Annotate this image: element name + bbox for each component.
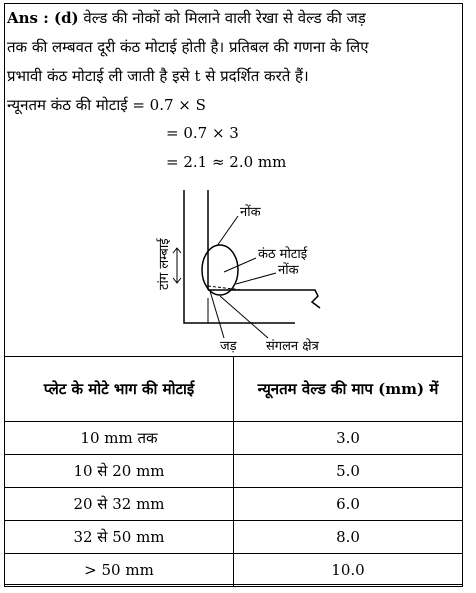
leader-toe-side — [236, 273, 276, 284]
horizontal-plate-top — [208, 290, 320, 308]
calc-line-3: = 2.1 ≈ 2.0 mm — [166, 153, 287, 171]
cell-weld-size: 8.0 — [234, 521, 463, 554]
fillet-triangle — [208, 246, 252, 290]
header-plate-thickness: प्लेट के मोटे भाग की मोटाई — [5, 357, 234, 422]
cell-weld-size: 6.0 — [234, 488, 463, 521]
answer-line-1 — [7, 8, 366, 28]
label-toe-top: नोंक — [240, 205, 261, 220]
leader-toe-top — [217, 216, 238, 246]
label-throat: कंठ मोटाई — [258, 247, 308, 262]
calc-line-1: न्यूनतम कंठ की मोटाई = 0.7 × S — [7, 96, 206, 114]
leader-fusion — [220, 296, 268, 338]
cell-thickness: > 50 mm — [5, 554, 234, 587]
cell-thickness: 10 से 20 mm — [5, 455, 234, 488]
answer-prefix: Ans : (d) — [7, 9, 79, 27]
label-leg-length: टांग लम्बाई — [157, 238, 172, 290]
table-row — [5, 455, 463, 488]
header-min-weld-size: न्यूनतम वेल्ड की माप (mm) में — [234, 357, 463, 422]
weld-size-table — [4, 356, 463, 587]
table-row — [5, 488, 463, 521]
answer-line-2: तक की लम्बवत दूरी कंठ मोटाई होती है। प्रतिबल की गणना के लिए — [7, 38, 369, 56]
cell-weld-size: 5.0 — [234, 455, 463, 488]
answer-text-1: वेल्ड की नोकों को मिलाने वाली रेखा से वेल्ड की जड़ — [78, 9, 366, 27]
table-row — [5, 521, 463, 554]
leader-throat — [224, 258, 256, 272]
answer-line-3: प्रभावी कंठ मोटाई ली जाती है इसे t से प्रदर्शित करते हैं। — [7, 67, 309, 85]
label-fusion-zone: संगलन क्षेत्र — [266, 339, 319, 354]
cell-weld-size: 10.0 — [234, 554, 463, 587]
calc-line-2: = 0.7 × 3 — [166, 124, 239, 142]
cell-thickness: 20 से 32 mm — [5, 488, 234, 521]
cell-weld-size: 3.0 — [234, 422, 463, 455]
label-toe-side: नोंक — [278, 263, 299, 278]
label-root: जड़ — [220, 339, 237, 354]
table-row — [5, 554, 463, 587]
cell-thickness: 32 से 50 mm — [5, 521, 234, 554]
table-row — [5, 422, 463, 455]
cell-thickness: 10 mm तक — [5, 422, 234, 455]
table-header-row — [5, 357, 463, 422]
fillet-weld-diagram — [157, 178, 365, 358]
